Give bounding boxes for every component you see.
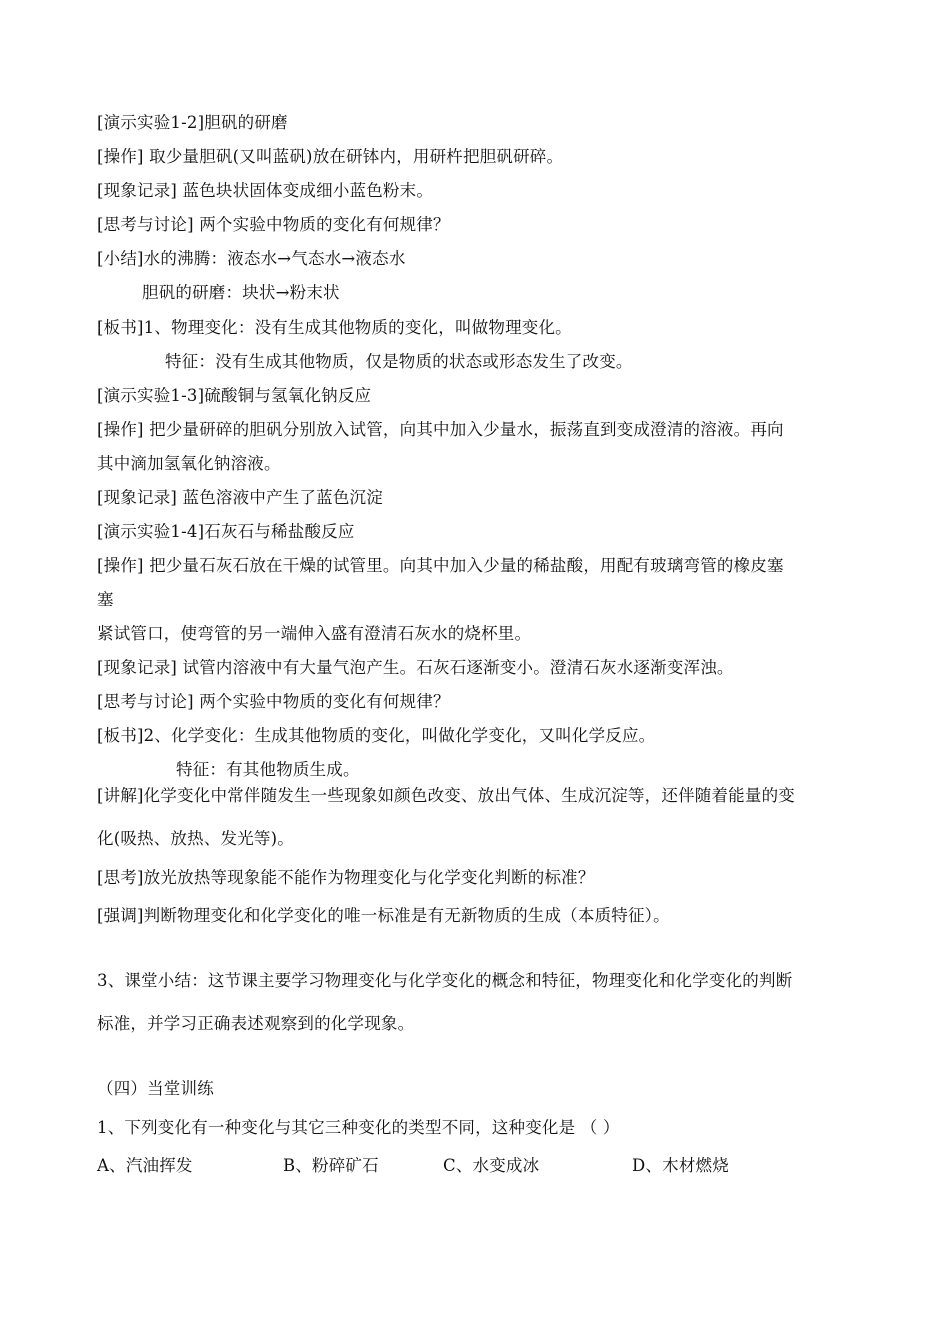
text-line: 标准，并学习正确表述观察到的化学现象。 [97,1014,415,1033]
text-line: [思考与讨论] 两个实验中物质的变化有何规律？ [97,692,450,711]
text-line: [现象记录] 蓝色块状固体变成细小蓝色粉末。 [97,181,434,200]
text-line: [现象记录] 蓝色溶液中产生了蓝色沉淀 [97,488,383,507]
text-line: [强调]判断物理变化和化学变化的唯一标准是有无新物质的生成（本质特征）。 [97,906,670,925]
text-line: [演示实验1-2]胆矾的研磨 [97,113,288,132]
option-a: A、汽油挥发 [97,1156,193,1175]
text-line: 特征：有其他物质生成。 [176,760,360,779]
text-line: 塞 [97,590,114,609]
text-line: [小结]水的沸腾：液态水→气态水→液态水 [97,249,406,268]
text-line: 其中滴加氢氧化钠溶液。 [97,454,281,473]
text-line: [思考与讨论] 两个实验中物质的变化有何规律？ [97,215,450,234]
text-line: [现象记录] 试管内溶液中有大量气泡产生。石灰石逐渐变小。澄清石灰水逐渐变浑浊。 [97,658,734,677]
option-b: B、粉碎矿石 [283,1156,379,1175]
text-line: 化(吸热、放热、发光等)。 [97,829,294,848]
text-line: [讲解]化学变化中常伴随发生一些现象如颜色改变、放出气体、生成沉淀等，还伴随着能量的变 [97,786,795,805]
text-line: [演示实验1-4]石灰石与稀盐酸反应 [97,522,355,541]
option-c: C、水变成冰 [443,1156,540,1175]
option-d: D、木材燃烧 [632,1156,729,1175]
text-line: 紧试管口，使弯管的另一端伸入盛有澄清石灰水的烧杯里。 [97,624,532,643]
answer-options [97,1155,729,1177]
text-line: [思考]放光放热等现象能不能作为物理变化与化学变化判断的标准？ [97,868,595,887]
text-line: 特征：没有生成其他物质，仅是物质的状态或形态发生了改变。 [165,352,633,371]
question-text: 1、下列变化有一种变化与其它三种变化的类型不同，这种变化是 （ ） [97,1118,620,1137]
text-line: [演示实验1-3]硫酸铜与氢氧化钠反应 [97,386,372,405]
text-line: 胆矾的研磨：块状→粉末状 [142,283,340,302]
text-line: [板书]2、化学变化：生成其他物质的变化，叫做化学变化，又叫化学反应。 [97,726,656,745]
text-line: [操作] 把少量研碎的胆矾分别放入试管，向其中加入少量水，振荡直到变成澄清的溶液。再向 [97,420,784,439]
text-line: [操作] 取少量胆矾(又叫蓝矾)放在研钵内，用研杵把胆矾研碎。 [97,147,564,166]
text-line: 3、课堂小结：这节课主要学习物理变化与化学变化的概念和特征，物理变化和化学变化的判断 [97,971,793,990]
text-line: [板书]1、物理变化：没有生成其他物质的变化，叫做物理变化。 [97,318,572,337]
text-line: [操作] 把少量石灰石放在干燥的试管里。向其中加入少量的稀盐酸，用配有玻璃弯管的橡皮塞 [97,556,784,575]
section-heading: （四）当堂训练 [97,1079,214,1098]
